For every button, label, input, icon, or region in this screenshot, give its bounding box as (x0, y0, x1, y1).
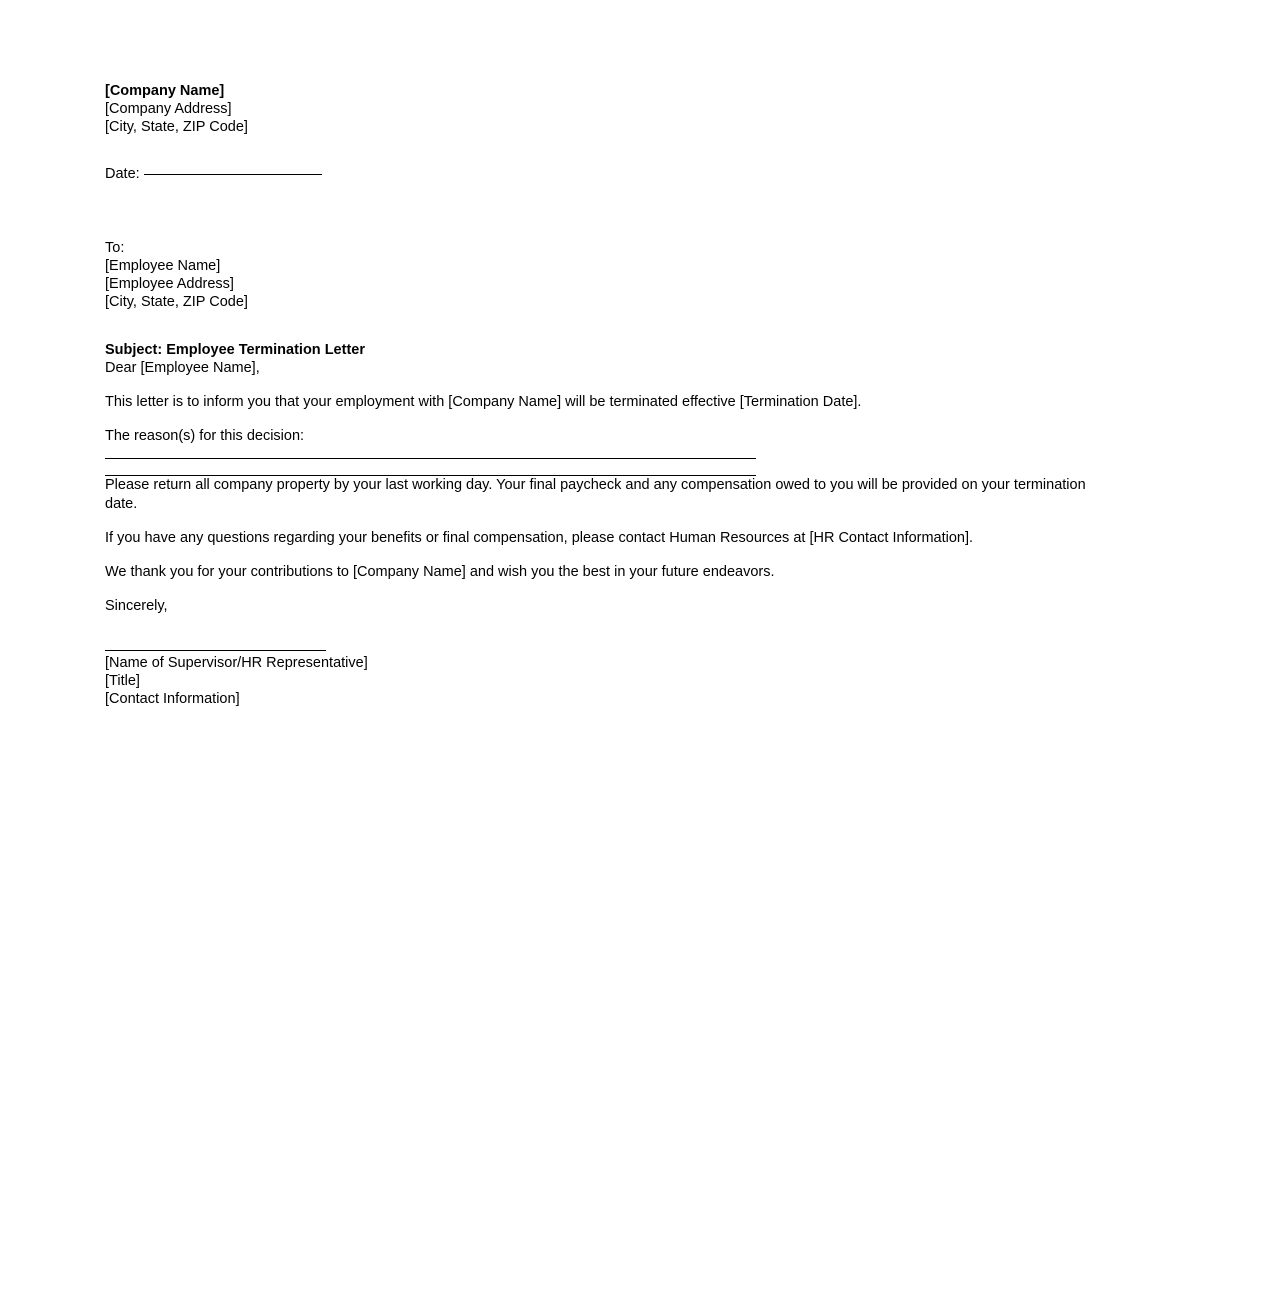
company-name: [Company Name] (105, 83, 225, 99)
employee-name: [Employee Name] (105, 258, 221, 274)
reasons-blank-lines (105, 458, 756, 476)
employee-city-state-zip: [City, State, ZIP Code] (105, 294, 248, 310)
body-paragraph-2: Please return all company property by your last working day. Your final paycheck and any compensation owed to you will be provided on your termination date. (105, 477, 1086, 512)
signatory-title: [Title] (105, 673, 140, 689)
employee-address: [Employee Address] (105, 276, 234, 292)
company-address: [Company Address] (105, 101, 232, 117)
signature-blank-line[interactable] (105, 650, 326, 651)
salutation: Dear [Employee Name], (105, 360, 260, 376)
body-paragraph-1: This letter is to inform you that your employment with [Company Name] will be terminated effective [Termination Date]. (105, 394, 862, 410)
sender-block (105, 82, 1110, 136)
reason-blank-line-1[interactable] (105, 458, 756, 459)
signatory-contact: [Contact Information] (105, 691, 240, 707)
body-paragraph-4: We thank you for your contributions to [Company Name] and wish you the best in your future endeavors. (105, 564, 775, 580)
letter-body (105, 82, 1110, 708)
recipient-block (105, 239, 1110, 311)
subject-line: Subject: Employee Termination Letter (105, 342, 365, 358)
closing-salutation: Sincerely, (105, 598, 168, 614)
body-paragraph-3: If you have any questions regarding your benefits or final compensation, please contact Human Resources at [HR Contact Information]. (105, 530, 974, 546)
date-blank-rule[interactable] (144, 174, 322, 175)
spacer-after-date (105, 183, 1110, 239)
reasons-label: The reason(s) for this decision: (105, 428, 305, 444)
date-label: Date: (105, 166, 140, 182)
signature-block (105, 654, 1110, 708)
date-field-row (105, 165, 1110, 183)
signatory-name: [Name of Supervisor/HR Representative] (105, 655, 368, 671)
company-city-state-zip: [City, State, ZIP Code] (105, 119, 248, 135)
to-label: To: (105, 240, 125, 256)
